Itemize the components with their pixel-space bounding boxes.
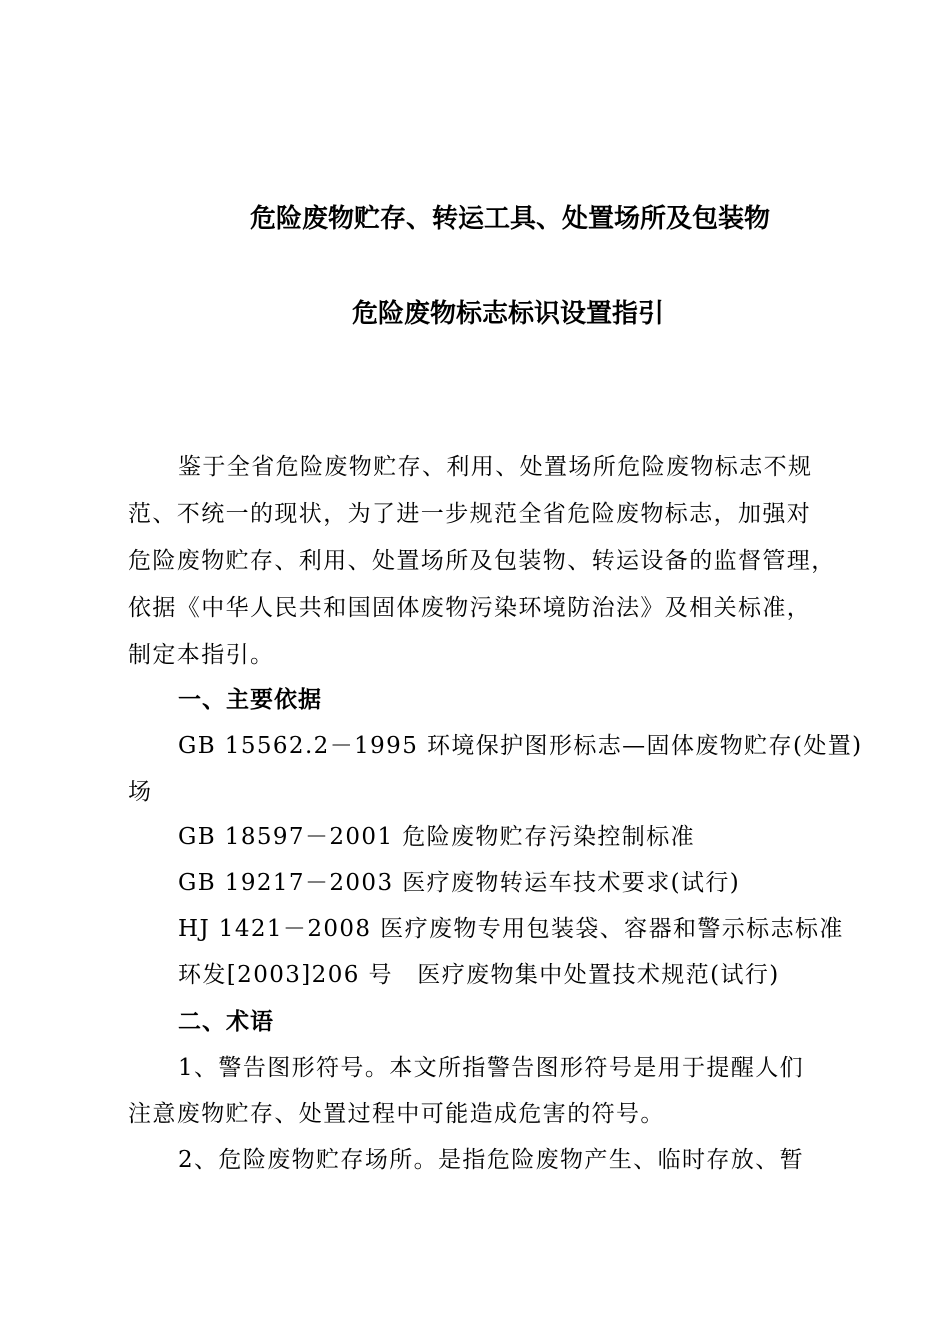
intro-line: 范、不统一的现状，为了进一步规范全省危险废物标志，加强对 [128,501,812,527]
document-title-line-1: 危险废物贮存、转运工具、处置场所及包装物 [249,204,770,234]
intro-line: 依据《中华人民共和国固体废物污染环境防治法》及相关标准， [128,595,812,621]
intro-line: 危险废物贮存、利用、处置场所及包装物、转运设备的监督管理， [128,548,836,574]
standard-item: HJ 1421－2008 医疗废物专用包装袋、容器和警示标志标准 [178,916,844,942]
intro-line: 鉴于全省危险废物贮存、利用、处置场所危险废物标志不规 [178,454,813,480]
standard-item: 环发[2003]206 号 医疗废物集中处置技术规范(试行) [178,962,780,988]
standard-item-continuation: 场 [128,779,153,805]
term-line: 注意废物贮存、处置过程中可能造成危害的符号。 [128,1101,665,1127]
term-line: 2、危险废物贮存场所。是指危险废物产生、临时存放、暂 [178,1147,805,1173]
intro-line: 制定本指引。 [128,642,275,668]
document-title-line-2: 危险废物标志标识设置指引 [351,299,664,329]
standard-item: GB 15562.2－1995 环境保护图形标志—固体废物贮存(处置) [178,733,863,759]
standard-item: GB 19217－2003 医疗废物转运车技术要求(试行) [178,870,741,896]
section-heading-basis: 一、主要依据 [178,687,322,713]
term-line: 1、警告图形符号。本文所指警告图形符号是用于提醒人们 [178,1055,805,1081]
section-heading-terms: 二、术语 [178,1009,274,1035]
standard-item: GB 18597－2001 危险废物贮存污染控制标准 [178,824,695,850]
